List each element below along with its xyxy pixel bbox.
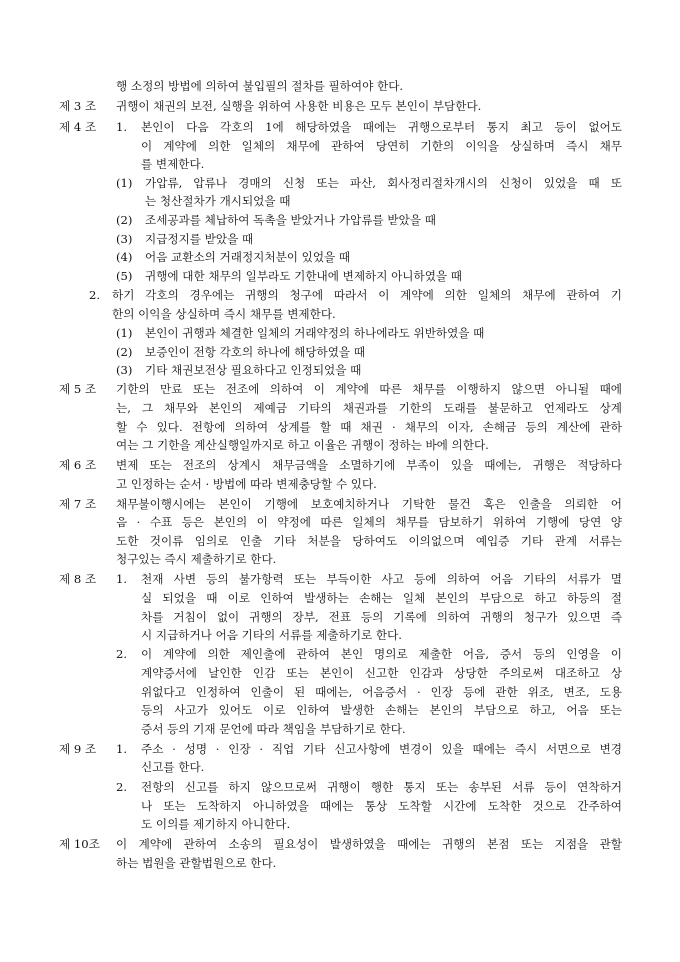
- article-9-clause-2-line: 나 또는 도착하지 아니하였을 때에는 통상 도착할 시간에 도착한 것으로 간주하여: [141, 799, 622, 813]
- article-4-item-num: (3): [116, 232, 133, 246]
- article-7-line: 도한 것이류 임의로 인출 기타 처분을 당하여도 이의없으며 예입증 기타 관계 서류는: [116, 534, 622, 548]
- article-4-item-num: (3): [116, 363, 133, 377]
- article-4-item-line: 가압류, 압류나 경매의 신청 또는 파산, 회사정리절차개시의 신청이 있었을 때 또: [145, 176, 622, 190]
- article-4-clause-2-num: 2.: [89, 288, 101, 302]
- article-8-clause-1-line: 천재 사변 등의 불가항력 또는 부득이한 사고 등에 의하여 어음 기타의 서류가 멸: [141, 572, 622, 586]
- article-6-label: 제 6 조: [59, 458, 97, 472]
- article-4-clause-1-line: 를 변제한다.: [141, 157, 205, 171]
- article-3-label: 제 3 조: [59, 99, 97, 113]
- article-4-clause-1-line: 본인이 다음 각호의 1에 해당하였을 때에는 귀행으로부터 통지 최고 등이 없어도: [141, 120, 622, 134]
- article-8-clause-2-line: 위없다고 인정하여 인출이 된 때에는, 어음증서 · 인장 등에 관한 위조, 변조, 도용: [141, 685, 622, 699]
- article-4-item-line: 귀행에 대한 채무의 일부라도 기한내에 변제하지 아니하였을 때: [145, 269, 462, 283]
- article-8-clause-2-line: 이 계약에 의한 제인출에 관하여 본인 명의로 제출한 어음, 증서 등의 인영을 이: [141, 647, 622, 661]
- article-6-line: 변제 또는 전조의 상계시 채무금액을 소멸하기에 부족이 있을 때에는, 귀행은 적당하다: [116, 458, 622, 472]
- article-4-label: 제 4 조: [59, 120, 97, 134]
- article-4-item-line: 기타 채권보전상 필요하다고 인정되었을 때: [145, 363, 362, 377]
- article-8-clause-2-line: 증서 등의 기재 문언에 따라 책임을 부담하기로 한다.: [141, 722, 406, 736]
- article-9-clause-2-line: 도 이의를 제기하지 아니한다.: [141, 817, 291, 831]
- article-5-line: 는, 그 채무와 본인의 제예금 기타의 채권과를 기한의 도래를 불문하고 언제라도 상계: [116, 401, 622, 415]
- continuation-line: 행 소정의 방법에 의하여 불입필의 절차를 필하여야 한다.: [116, 79, 404, 93]
- article-4-item-line: 지급정지를 받았을 때: [145, 232, 254, 246]
- article-7-line: 채무불이행시에는 본인이 기행에 보호예치하거나 기탁한 물건 혹은 인출을 의뢰한 어: [116, 497, 622, 511]
- article-4-clause-1-line: 이 계약에 의한 일체의 채무에 관하여 당연히 기한의 이익을 상실하며 즉시 채무: [141, 139, 622, 153]
- article-8-clause-2-line: 계약증서에 날인한 인감 또는 본인이 신고한 인감과 상당한 주의로써 대조하고 상: [141, 666, 622, 680]
- article-10-label: 제 10조: [59, 837, 100, 851]
- article-5-label: 제 5 조: [59, 382, 97, 396]
- article-4-item-num: (1): [116, 176, 133, 190]
- article-4-clause-2-line: 하기 각호의 경우에는 귀행의 청구에 따라서 이 계약에 의한 일체의 채무에 관하여 기: [112, 288, 622, 302]
- article-4-item-num: (2): [116, 345, 133, 359]
- article-10-line: 이 계약에 관하여 소송의 필요성이 발생하였을 때에는 귀행의 본점 또는 지점을 관할: [116, 837, 622, 851]
- article-10-line: 하는 법원을 관할법원으로 한다.: [116, 856, 277, 870]
- article-7-label: 제 7 조: [59, 497, 97, 511]
- article-7-line: 음 · 수표 등은 본인의 이 약정에 따른 일체의 채무를 담보하기 위하여 기행에 당연 양: [116, 515, 622, 529]
- article-8-clause-1-line: 실 되었을 때 이로 인하여 발생하는 손해는 일체 본인의 부담으로 하고 하등의 절: [141, 591, 622, 605]
- article-4-item-line: 조세공과를 체납하여 독촉을 받았거나 가압류를 받았을 때: [145, 213, 436, 227]
- article-4-item-line: 본인이 귀행과 체결한 일체의 거래약정의 하나에라도 위반하였을 때: [145, 326, 485, 340]
- article-4-item-num: (1): [116, 326, 133, 340]
- article-3-line: 귀행이 채권의 보전, 실행을 위하여 사용한 비용은 모두 본인이 부담한다.: [116, 99, 482, 113]
- article-4-item-line: 는 청산절차가 개시되었을 때: [145, 194, 291, 208]
- article-4-item-line: 어음 교환소의 거래정지처분이 있었을 때: [145, 250, 351, 264]
- article-9-clause-2-line: 전항의 신고를 하지 않으므로써 귀행이 행한 통지 또는 송부된 서류 등이 연착하거: [141, 780, 622, 794]
- article-7-line: 청구있는 즉시 제출하기로 한다.: [116, 552, 277, 566]
- article-8-clause-2-num: 2.: [116, 647, 128, 661]
- article-9-clause-1-line: 주소 · 성명 · 인장 · 직업 기타 신고사항에 변경이 있을 때에는 즉시 서면으로 변경: [141, 742, 622, 756]
- article-4-item-line: 보증인이 전항 각호의 하나에 해당하였을 때: [145, 345, 366, 359]
- article-4-clause-2-line: 한의 이익을 상실하며 즉시 채무를 변제한다.: [112, 307, 336, 321]
- article-5-line: 여는 그 기한을 계산실행일까지로 하고 이율은 귀행이 정하는 바에 의한다.: [116, 438, 489, 452]
- article-9-clause-1-line: 신고를 한다.: [141, 760, 205, 774]
- article-8-clause-1-line: 시 지급하거나 어음 기타의 서류를 제출하기로 한다.: [141, 628, 402, 642]
- article-8-clause-1-line: 차를 거침이 없이 귀행의 장부, 전표 등의 기록에 의하여 귀행의 청구가 있으면 즉: [141, 610, 622, 624]
- article-8-clause-1-num: 1.: [116, 572, 128, 586]
- article-4-item-num: (5): [116, 269, 133, 283]
- article-4-item-num: (4): [116, 250, 133, 264]
- article-8-clause-2-line: 등의 사고가 있어도 이로 인하여 발생한 손해는 본인의 부담으로 하고, 어음 또는: [141, 703, 622, 717]
- article-8-label: 제 8 조: [59, 572, 97, 586]
- article-6-line: 고 인정하는 순서 · 방법에 따라 변제충당할 수 있다.: [116, 477, 377, 491]
- article-5-line: 할 수 있다. 전항에 의하여 상계를 할 때 채권 · 채무의 이자, 손해금 등의 계산에 관하: [116, 420, 622, 434]
- article-9-label: 제 9 조: [59, 742, 97, 756]
- article-9-clause-2-num: 2.: [116, 780, 128, 794]
- article-4-clause-1-num: 1.: [116, 120, 128, 134]
- article-5-line: 기한의 만료 또는 전조에 의하여 이 계약에 따른 채무를 이행하지 않으면 아니될 때에: [116, 382, 622, 396]
- article-9-clause-1-num: 1.: [116, 742, 128, 756]
- article-4-item-num: (2): [116, 213, 133, 227]
